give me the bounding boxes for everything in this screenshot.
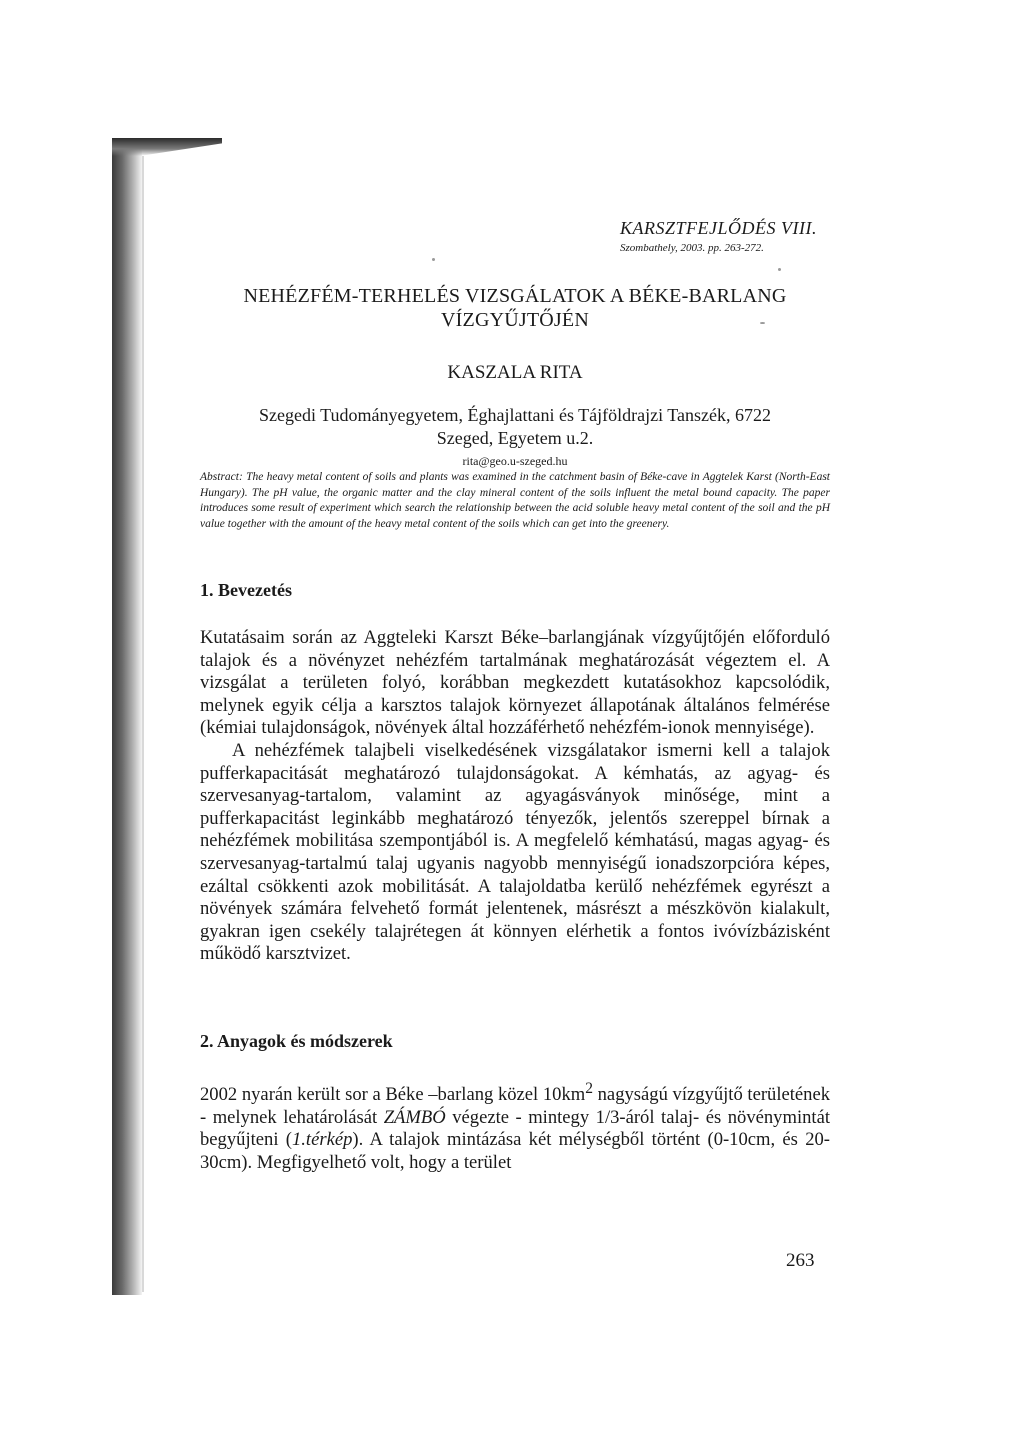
methods-text-2: nagyságú vízgyűjtő területének - melynek lehatárolását bbox=[200, 1084, 830, 1128]
methods-text-4: ). A talajok mintázása két mélységből történt (0-10cm, és 20-30cm). Megfigyelhető volt, hogy a terület bbox=[200, 1129, 830, 1173]
scan-page-edge bbox=[142, 156, 144, 1292]
methods-text-3: végezte - mintegy 1/3-áról talaj- és növénymintát begyűjteni ( bbox=[200, 1106, 830, 1151]
methods-text-1: 2002 nyarán került sor a Béke –barlang közel 10km bbox=[200, 1084, 586, 1106]
intro-paragraph-2: A nehézfémek talajbeli viselkedésének vizsgálatakor ismerni kell a talajok pufferkapacitását meghatározó tulajdonságokat. A kémhatás, az agyag- és szervesanyag-tartalom, valamint az agyagásványok minősége, mint a pufferkapacitást leginkább meghatározó tényezők, jelentős szereppel bírnak a nehézfémek mobilitása szempontjából is. A megfelelő kémhatású, magas agyag- és szervesanyag-tartalmú talaj ugyanis nagyobb mennyiségű ionadszorpcióra képes, ezáltal csökkenti azok mobilitását. A talajoldatba kerülő nehézfémek egyrészt a növények számára felvehető formát jelentenek, másrészt a mészkövön kialakult, gyakran igen csekély talajrétegen át könnyen elérhetik a fontos ivóvízbázisként működő karsztvizet. bbox=[200, 740, 830, 965]
intro-paragraph-1: Kutatásaim során az Aggteleki Karszt Béke–barlangjának vízgyűjtőjén előforduló talajok és a növényzet nehézfém tartalmának meghatározását végeztem el. A vizsgálat a területen folyó, korábban megkezdett kutatásokhoz kapcsolódik, melynek egyik célja a karsztos talajok környezet állapotának általános felmérése (kémiai tulajdonságok, növények által hozzáférhető nehézfém-ionok mennyisége). bbox=[200, 627, 830, 739]
article-title-line-1: NEHÉZFÉM-TERHELÉS VIZSGÁLATOK A BÉKE-BARLANG bbox=[243, 285, 787, 307]
affiliation bbox=[200, 404, 830, 473]
abstract: Abstract: The heavy metal content of soils and plants was examined in the catchment basin of Béke-cave in Aggtelek Karst (North-East Hungary). The pH value, the organic matter and the clay mineral content of the soils influent the metal bound capacity. The paper introduces some result of experiment which search the relationship between the acid soluble heavy metal content of the soil and the pH value together with the amount of the heavy metal content of the soils which can get into the greenery. bbox=[200, 471, 830, 530]
journal-header bbox=[620, 218, 860, 254]
affiliation-address: Szeged, Egyetem u.2. bbox=[436, 428, 594, 448]
section-heading-methods: 2. Anyagok és módszerek bbox=[200, 1031, 393, 1051]
scan-binding-corner bbox=[112, 138, 222, 156]
cited-author: ZÁMBÓ bbox=[383, 1106, 446, 1128]
scan-binding-shadow bbox=[112, 140, 142, 1295]
journal-title: KARSZTFEJLŐDÉS VIII. bbox=[620, 218, 817, 238]
superscript-two: 2 bbox=[585, 1080, 593, 1097]
affiliation-line-2 bbox=[200, 427, 830, 473]
methods-paragraph-1 bbox=[200, 1078, 830, 1175]
scan-speck bbox=[778, 268, 781, 271]
affiliation-line-1: Szegedi Tudományegyetem, Éghajlattani és Tájföldrajzi Tanszék, 6722 bbox=[259, 405, 771, 425]
section-heading-introduction: 1. Bevezetés bbox=[200, 580, 292, 600]
page-number: 263 bbox=[786, 1250, 815, 1271]
article-title-line-2: VÍZGYŰJTŐJÉN bbox=[441, 309, 589, 331]
journal-citation: Szombathely, 2003. pp. 263-272. bbox=[620, 242, 764, 254]
article-title bbox=[200, 284, 830, 332]
author-name: KASZALA RITA bbox=[447, 362, 583, 383]
scan-speck bbox=[432, 258, 435, 261]
map-reference: 1.térkép bbox=[291, 1129, 353, 1151]
author-email: rita@geo.u-szeged.hu bbox=[462, 454, 568, 468]
